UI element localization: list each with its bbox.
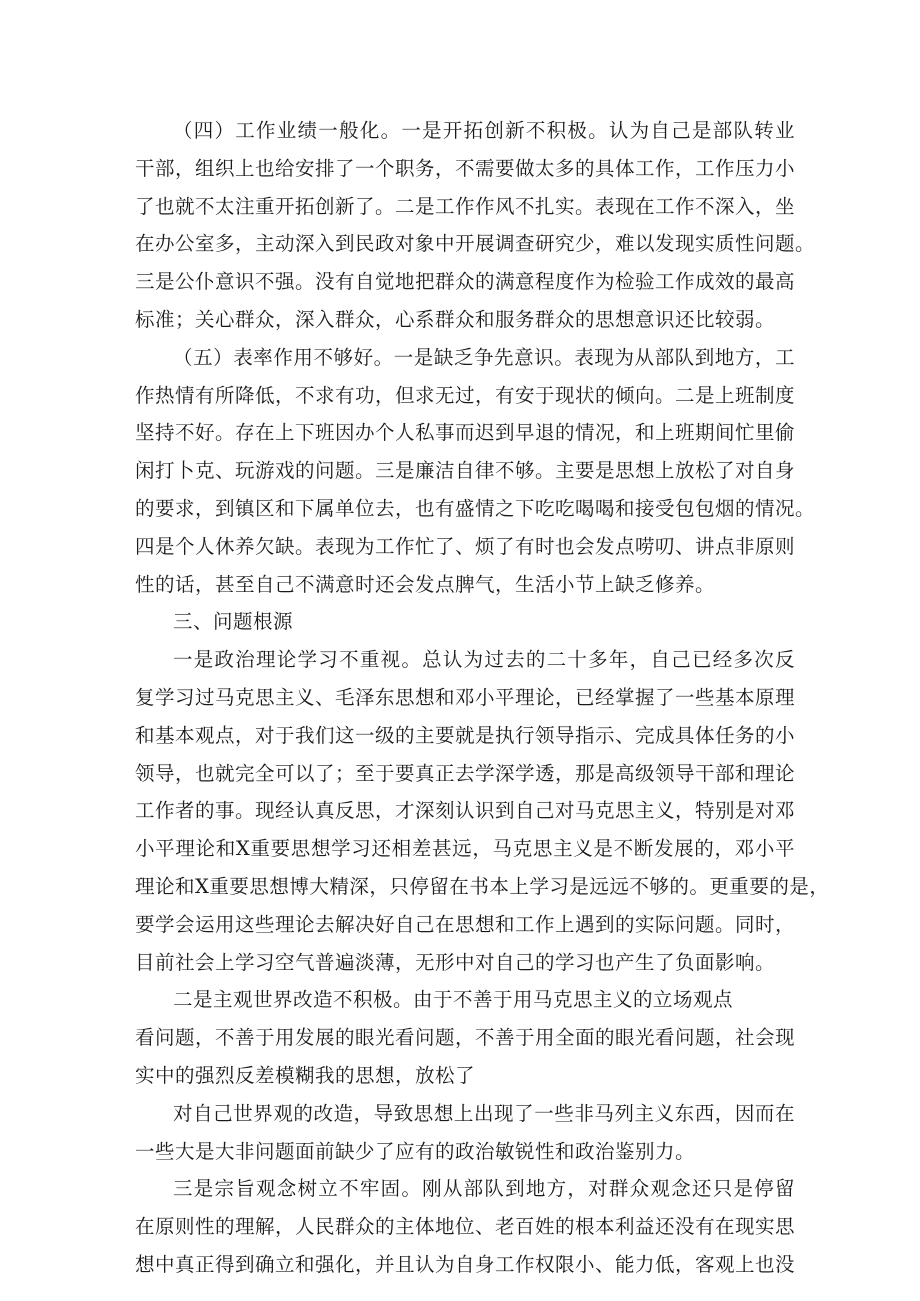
text-line: 领导，也就完全可以了；至于要真正去学深学透，那是高级领导干部和理论	[135, 761, 796, 785]
text-line: 在原则性的理解，人民群众的主体地位、老百姓的根本利益还没有在现实思	[135, 1215, 796, 1239]
text-line: 干部，组织上也给安排了一个职务，不需要做太多的具体工作，工作压力小	[135, 156, 796, 180]
text-line: 和基本观点，对于我们这一级的主要就是执行领导指示、完成具体任务的小	[135, 723, 796, 747]
text-line: 三、问题根源	[173, 610, 294, 634]
text-line: 小平理论和X重要思想学习还相差甚远，马克思主义是不断发展的，邓小平	[135, 837, 795, 861]
text-line: 对自己世界观的改造，导致思想上出现了一些非马列主义东西，因而在	[173, 1101, 795, 1125]
text-line: 理论和X重要思想博大精深，只停留在书本上学习是远远不够的。更重要的是，	[135, 874, 830, 898]
text-line: 想中真正得到确立和强化，并且认为自身工作权限小、能力低，客观上也没	[135, 1252, 796, 1276]
text-line: 的要求，到镇区和下属单位去，也有盛情之下吃吃喝喝和接受包包烟的情况。	[135, 496, 816, 520]
text-line: 坚持不好。存在上下班因办个人私事而迟到早退的情况，和上班期间忙里偷	[135, 421, 796, 445]
text-line: 作热情有所降低，不求有功，但求无过，有安于现状的倾向。二是上班制度	[135, 383, 796, 407]
text-line: 工作者的事。现经认真反思，才深刻认识到自己对马克思主义，特别是对邓	[135, 799, 796, 823]
text-line: 在办公室多，主动深入到民政对象中开展调查研究少，难以发现实质性问题。	[135, 232, 816, 256]
text-line: 目前社会上学习空气普遍淡薄，无形中对自己的学习也产生了负面影响。	[135, 950, 776, 974]
text-line: 看问题，不善于用发展的眼光看问题，不善于用全面的眼光看问题，社会现	[135, 1026, 796, 1050]
text-line: 了也就不太注重开拓创新了。二是工作作风不扎实。表现在工作不深入，坐	[135, 194, 796, 218]
text-line: 闲打卜克、玩游戏的问题。三是廉洁自律不够。主要是思想上放松了对自身	[135, 459, 796, 483]
text-line: 复学习过马克思主义、毛泽东思想和邓小平理论，已经掌握了一些基本原理	[135, 685, 796, 709]
text-line: 要学会运用这些理论去解决好自己在思想和工作上遇到的实际问题。同时，	[135, 912, 796, 936]
text-line: 二是主观世界改造不积极。由于不善于用马克思主义的立场观点	[173, 988, 734, 1012]
text-line: 标准；关心群众，深入群众，心系群众和服务群众的思想意识还比较弱。	[135, 307, 776, 331]
text-line: 性的话，甚至自己不满意时还会发点脾气，生活小节上缺乏修养。	[135, 572, 716, 596]
document-body	[135, 112, 830, 1284]
text-line: 一些大是大非问题面前缺少了应有的政治敏锐性和政治鉴别力。	[135, 1139, 696, 1163]
text-line: （五）表率作用不够好。一是缺乏争先意识。表现为从部队到地方，工	[173, 345, 795, 369]
text-line: （四）工作业绩一般化。一是开拓创新不积极。认为自己是部队转业	[173, 119, 795, 142]
text-line: 一是政治理论学习不重视。总认为过去的二十多年，自己已经多次反	[173, 648, 795, 672]
text-line: 三是公仆意识不强。没有自觉地把群众的满意程度作为检验工作成效的最高	[135, 270, 796, 294]
text-line: 四是个人休养欠缺。表现为工作忙了、烦了有时也会发点唠叨、讲点非原则	[135, 534, 796, 558]
text-line: 实中的强烈反差模糊我的思想，放松了	[135, 1063, 476, 1087]
text-line: 三是宗旨观念树立不牢固。刚从部队到地方，对群众观念还只是停留	[173, 1177, 795, 1201]
